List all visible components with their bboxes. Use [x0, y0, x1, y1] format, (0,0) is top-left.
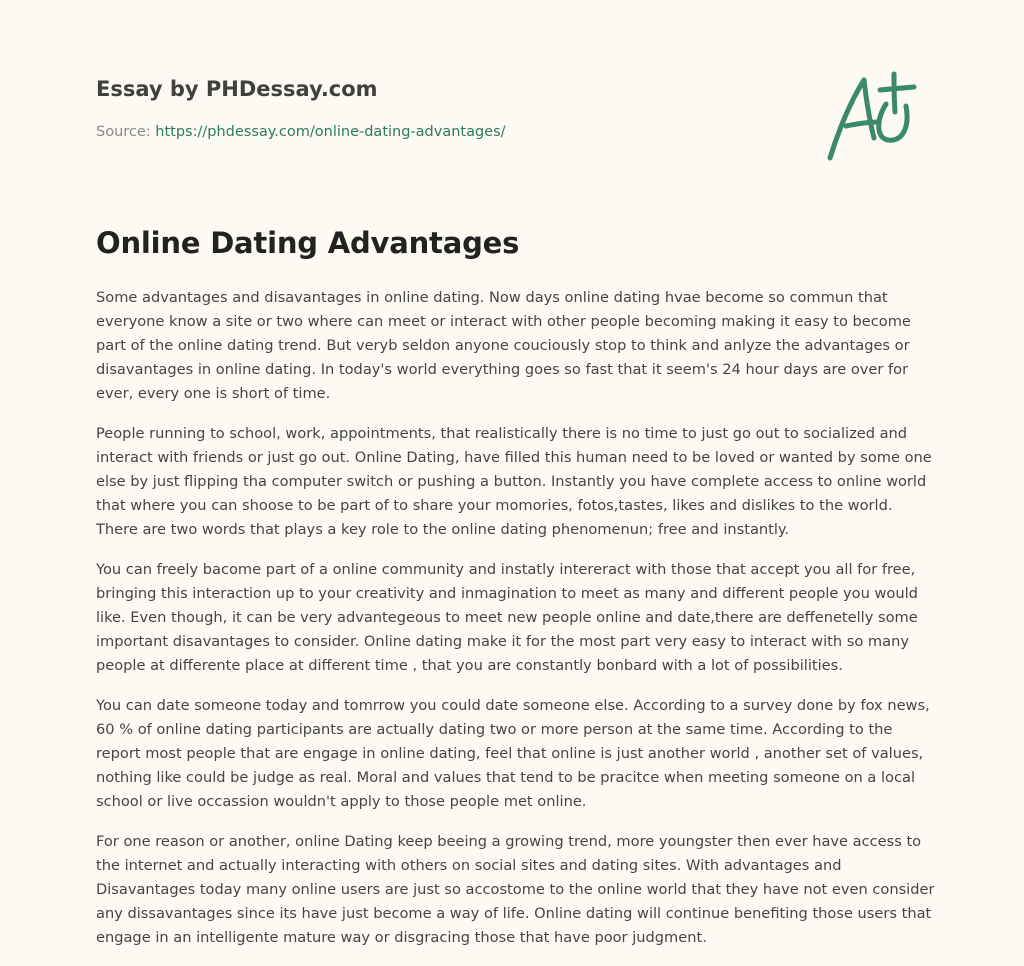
essay-paragraph: You can date someone today and tomrrow you could date someone else. According to a survey done by fox news, 60 % of online dating participants are actually dating two or more person at the same time. According to the report most people that are engage in online dating, feel that online is just another world , another set of values, nothing like could be judge as real. Moral and values that tend to be pracitce when meeting someone on a local school or live occassion wouldn't apply to those people met online.	[96, 697, 930, 810]
essay-paragraph: You can freely bacome part of a online community and instatly intereract with those that accept you all for free, bringing this interaction up to your creativity and inmagination to meet as many and different people you would like. Even though, it can be very advantegeous to meet new people online and date,there are deffenetelly some important disavantages to consider. Online dating make it for the most part very easy to interact with so many people at differente place at different time , that you are constantly bonbard with a lot of possibilities.	[96, 561, 918, 674]
source-line	[96, 124, 506, 140]
essay-paragraph: Some advantages and disavantages in online dating. Now days online dating hvae become so commun that everyone know a site or two where can meet or interact with other people becoming making it easy to become part of the online dating trend. But veryb seldon anyone couciously stop to think and anlyze the advantages or disavantages in online dating. In today's world everything goes so fast that it seem's 24 hour days are over for ever, every one is short of time.	[96, 289, 911, 402]
source-label: Source:	[96, 124, 156, 140]
essay-paragraph: People running to school, work, appointments, that realistically there is no time to just go out to socialized and interact with friends or just go out. Online Dating, have filled this human need to be loved or wanted by some one else by just flipping tha computer switch or pushing a button. Instantly you have complete access to online world that where you can shoose to be part of to share your momories, fotos,tastes, likes and dislikes to the world. There are two words that plays a key role to the online dating phenomenun; free and instantly.	[96, 425, 932, 538]
a-plus-grade-icon	[824, 68, 930, 164]
page-header	[96, 0, 928, 200]
essay-title: Online Dating Advantages	[96, 226, 520, 260]
essay-body	[96, 286, 936, 966]
essay-paragraph: For one reason or another, online Dating keep beeing a growing trend, more youngster then ever have access to the internet and actually interacting with others on social sites and dating sites. With advantages and Disavantages today many online users are just so accostome to the online world that they have not even consider any dissavantages since its have just become a way of life. Online dating will continue benefiting those users that engage in an intelligente mature way or disgracing those that have poor judgment.	[96, 833, 935, 946]
source-link[interactable]: https://phdessay.com/online-dating-advantages/	[155, 124, 506, 140]
brand-title: Essay by PHDessay.com	[96, 77, 378, 101]
